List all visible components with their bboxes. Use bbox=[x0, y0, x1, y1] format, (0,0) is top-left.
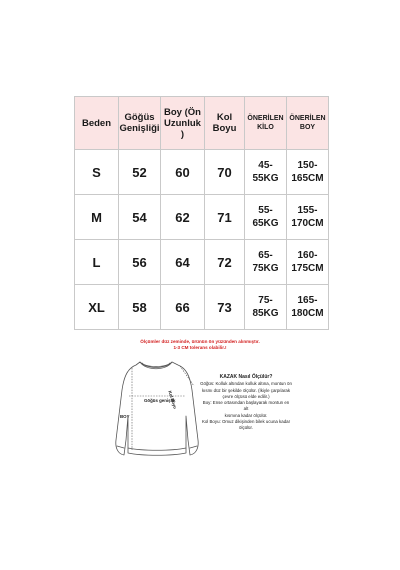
boy-cell: 60 bbox=[161, 150, 205, 195]
boy-cell: 66 bbox=[161, 285, 205, 330]
kol-cell: 72 bbox=[205, 240, 245, 285]
sweater-outline-icon bbox=[112, 356, 202, 466]
note-line-2: 1-3 CM tolerans olabilir.! bbox=[173, 345, 227, 351]
table-header-row bbox=[75, 97, 329, 150]
kilo-cell: 65- 75KG bbox=[245, 240, 287, 285]
size-chart-table bbox=[74, 96, 329, 330]
size-cell: L bbox=[75, 240, 119, 285]
size-cell: S bbox=[75, 150, 119, 195]
kilo-cell: 75- 85KG bbox=[245, 285, 287, 330]
gogus-cell: 56 bbox=[119, 240, 161, 285]
onerilen-boy-cell: 155- 170CM bbox=[287, 195, 329, 240]
chest-label: Göğüs genişlik bbox=[144, 398, 176, 403]
guide-line: Göğüs: Kolluk altından kolluk altına, montun ön bbox=[200, 381, 292, 387]
gogus-cell: 54 bbox=[119, 195, 161, 240]
onerilen-boy-cell: 160- 175CM bbox=[287, 240, 329, 285]
header-beden: Beden bbox=[75, 97, 119, 150]
kilo-cell: 55- 65KG bbox=[245, 195, 287, 240]
guide-title: KAZAK Nasıl Ölçülür? bbox=[219, 374, 273, 380]
kol-cell: 73 bbox=[205, 285, 245, 330]
kol-cell: 70 bbox=[205, 150, 245, 195]
onerilen-boy-cell: 165- 180CM bbox=[287, 285, 329, 330]
header-onerilen-kilo: ÖNERİLEN KİLO bbox=[245, 97, 287, 150]
gogus-cell: 52 bbox=[119, 150, 161, 195]
kol-cell: 71 bbox=[205, 195, 245, 240]
guide-line: kısmı düz bir şekilde ölçülür. (İkiyle çarpılarak bbox=[201, 387, 291, 393]
guide-line: Kol Boyu: Omuz dikişinden bilek ucuna kadar bbox=[201, 419, 291, 425]
guide-line: kısmına kadar ölçülür. bbox=[224, 412, 268, 418]
header-gogus: Göğüs Genişliği bbox=[119, 97, 161, 150]
note-line-1: Ölçümler düz zeminde, ürünün ön yüzünden alınmıştır. bbox=[140, 339, 260, 344]
table-row bbox=[75, 285, 329, 330]
table-row bbox=[75, 195, 329, 240]
table-row bbox=[75, 150, 329, 195]
length-label: BOY bbox=[120, 414, 130, 419]
measurement-guide bbox=[200, 374, 292, 432]
guide-line: çevre ölçüsü elde edilir.) bbox=[222, 393, 270, 399]
boy-cell: 62 bbox=[161, 195, 205, 240]
table-row bbox=[75, 240, 329, 285]
onerilen-boy-cell: 150- 165CM bbox=[287, 150, 329, 195]
header-kol: Kol Boyu bbox=[205, 97, 245, 150]
size-cell: XL bbox=[75, 285, 119, 330]
header-boy: Boy (Ön Uzunluk ) bbox=[161, 97, 205, 150]
header-onerilen-boy: ÖNERİLEN BOY bbox=[287, 97, 329, 150]
boy-cell: 64 bbox=[161, 240, 205, 285]
sweater-diagram bbox=[112, 356, 202, 466]
gogus-cell: 58 bbox=[119, 285, 161, 330]
size-cell: M bbox=[75, 195, 119, 240]
sleeve-label: Kol boyu bbox=[167, 390, 178, 410]
kilo-cell: 45- 55KG bbox=[245, 150, 287, 195]
guide-line: Boy: Ense ortasından başlayarak montun en alt bbox=[202, 400, 290, 412]
guide-line: ölçülür. bbox=[239, 425, 253, 431]
measurement-note bbox=[100, 339, 300, 352]
